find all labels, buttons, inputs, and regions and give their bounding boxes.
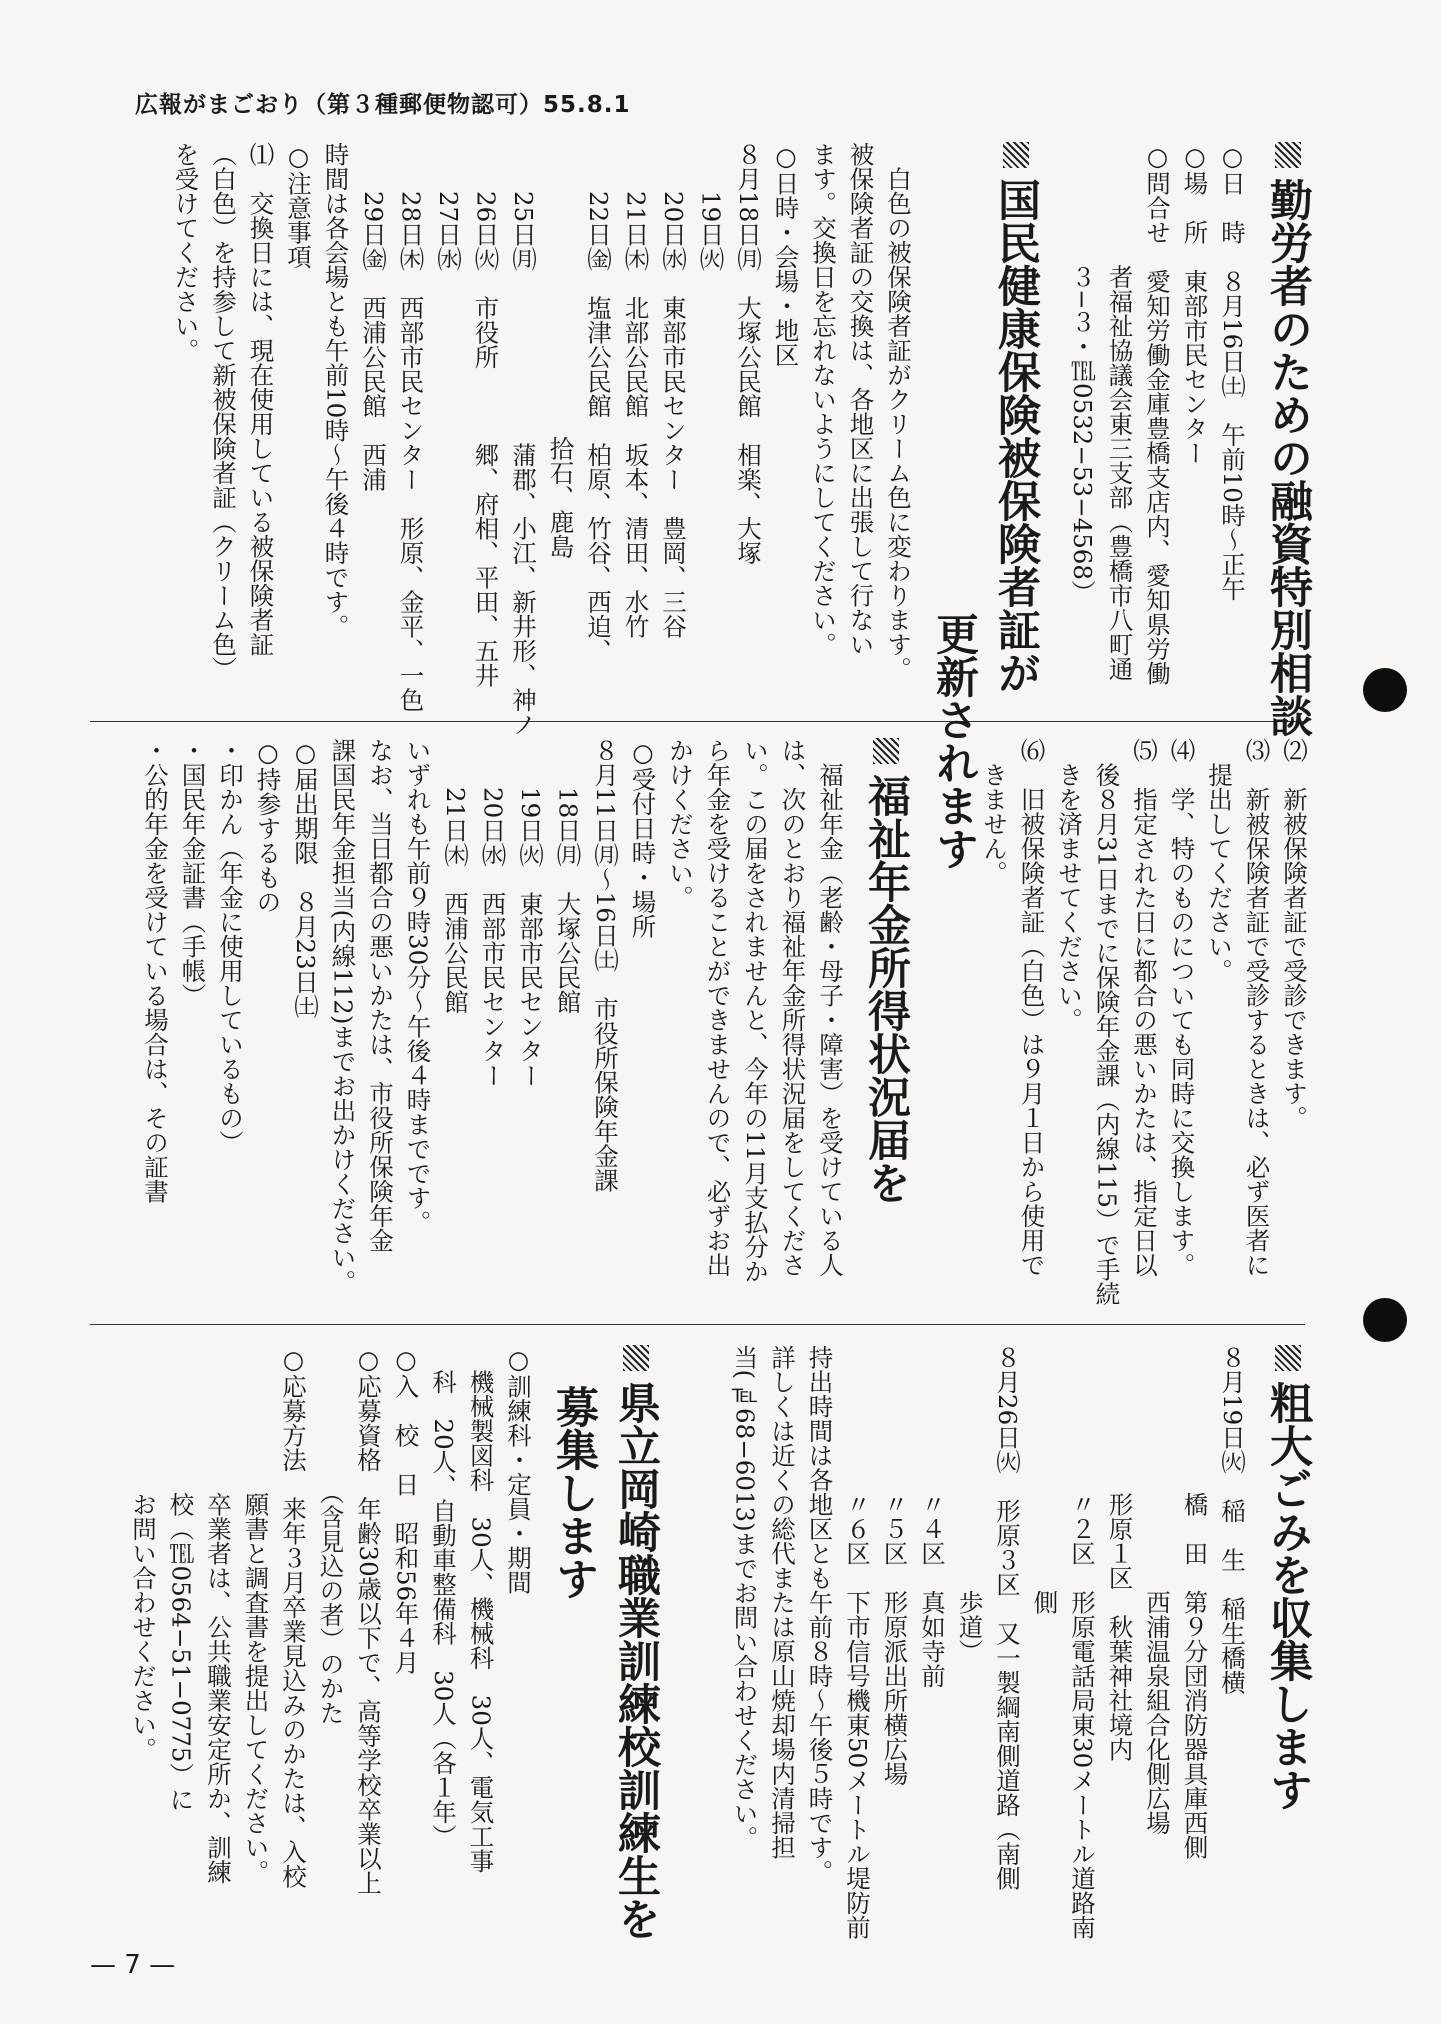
section-title: 福祉年金所得状況届を [861,738,911,1310]
text-line: 20日㈬ 東部市民センター 豊岡、三谷 [659,142,688,639]
text-line: ⑶ 新被保険者証で受診するときは、必ず医者に [1242,738,1272,1277]
text-line: ○受付日時・場所 [628,738,658,939]
section-title: 県立岡崎職業訓練校訓練生を [611,1345,661,1935]
text-line: 時間は各会場とも午前10時〜午後４時です。 [321,142,351,639]
text-line: 橋 田 第９分団消防器具庫西側 [1180,1345,1210,1860]
text-line: ○注意事項 [284,142,313,269]
text-line: なお、当日都合の悪いかたは、市役所保険年金 [366,738,395,1253]
text-line: 〃４区 真如寺前 [918,1345,947,1688]
text-line: ○応募資格 年齢30歳以下で、高等学校卒業以上 [354,1345,383,1896]
text-line: 白色の被保険者証がクリーム色に変わります。 [884,142,913,681]
text-line: 形原１区 秋葉神社境内 [1105,1345,1135,1762]
text-line: かけください。 [666,738,695,910]
text-line: い。この届をされませんと、今年の11月支払分か [741,738,770,1284]
section-kinrou [1043,142,1313,737]
text-line: 校（℡0564−51−0775）に [166,1345,196,1812]
text-line: 西浦温泉組合化側広場 [1143,1345,1172,1835]
text-line: ら年金を受けることができませんので、必ずお出 [703,738,733,1277]
text-line: ます。交換日を忘れないようにしてください。 [809,142,838,657]
text-line: ○訓練科・定員・期間 [504,1345,533,1595]
text-line: 側 [1030,1345,1060,1615]
text-line: ８月26日㈫ 形原３区 又一製綱南側道路（南側 [993,1345,1022,1891]
text-line: ⑴ 交換日には、現在使用している被保険者証 [246,142,276,657]
section-title: 勤労者のための融資特別相談 [1263,142,1313,707]
binder-hole-top [1363,668,1407,712]
text-line: 持出時間は各地区とも午前８時〜午後５時です。 [805,1345,835,1884]
text-line: ⑵ 新被保険者証で受診できます。 [1280,738,1309,1130]
text-line: は、次のとおり福祉年金所得状況届をしてくださ [778,738,808,1277]
text-line: ○応募方法 来年３月卒業見込みのかたは、入校 [279,1345,308,1889]
text-line: きません。 [980,738,1009,885]
text-line: 27日㈬ [434,142,463,272]
text-line: ８月19日㈫ 稲 生 稲生橋横 [1218,1345,1247,1695]
text-line: ・公的年金を受けている場合は、その証書 [141,738,170,1204]
text-line: 後８月31日までに保険年金課（内線115）で手続 [1092,738,1122,1306]
section-title-cont: 更新されます [929,612,979,870]
text-line: ⑹ 旧被保険者証（白色）は９月１日から使用で [1017,738,1047,1277]
text-line: 者福祉協議会東三支部（豊橋市八町通 [1105,142,1135,681]
text-line: 詳しくは近くの総代または原山焼却場内清掃担 [768,1345,797,1860]
text-line: 機械製図科 30人、機械科 30人、電気工事 [466,1345,496,1873]
text-line: 〃６区 下市信号機東50メートル堤防前 [843,1345,872,1940]
text-line: いずれも午前９時30分〜午後４時までです。 [403,738,433,1235]
text-line: ３−３・℡0532−53−4568） [1068,142,1097,605]
text-line: 20日㈬ 西部市民センター [478,738,508,1088]
text-line: 25日㈪ 蒲郡、小江、新井形、神ノ [509,142,538,737]
section-nenkin [101,738,911,1310]
text-line: 課国民年金担当(内線112)までお出かけください。 [328,738,358,1294]
text-line: 26日㈫ 市役所 郷、府相、平田、五井 [471,142,501,688]
text-line: 28日㈭ 西部市民センター 形原、金平、一色 [396,142,426,713]
text-line: （白色）を持参して新被保険者証（クリーム色） [209,142,238,681]
text-line: 21日㈭ 北部公民館 坂本、清田、水竹 [621,142,651,639]
text-line: ○問合せ 愛知労働金庫豊橋支店内、愛知県労働 [1143,142,1172,686]
text-line: 19日㈫ 東部市民センター [516,738,545,1088]
text-line: ・印かん（年金に使用しているもの） [216,738,245,1155]
text-line: 被保険者証の交換は、各地区に出張して行ない [846,142,876,657]
text-line: きを済ませてください。 [1055,738,1084,1032]
text-line: ８月18日㈪ 大塚公民館 相楽、大塚 [734,142,763,566]
text-line: 提出してください。 [1205,738,1234,983]
binder-hole-bottom [1363,1298,1407,1342]
text-line: 18日㈪ 大塚公民館 [553,738,583,1015]
text-line: ○日時・会場・地区 [771,142,801,367]
text-line: を受けてください。 [171,142,201,363]
text-line: 当(℡68−6013)までお問い合わせください。 [730,1345,760,1851]
text-line: ○場 所 東部市民センター [1180,142,1210,465]
text-line: ○日 時 ８月16日㈯ 午前10時〜正午 [1218,142,1247,601]
divider-top [90,721,1305,722]
text-line: ○持参するもの [253,738,283,914]
text-line: 22日㈮ 塩津公民館 柏原、竹谷、西迫、 [584,142,613,664]
section-sodai [663,1345,1313,1940]
page-number: — 7 — [90,1950,176,1980]
text-line: 〃５区 形原派出所横広場 [880,1345,910,1786]
text-line: ○届出期限 ８月23日㈯ [291,738,320,1019]
section-title-cont: 募集します [549,1385,599,1600]
section-kokuho-notes [913,738,1313,1310]
text-line: ⑷ 学、特のものについても同時に交換します。 [1167,738,1197,1277]
text-line: 19日㈫ [696,142,726,272]
text-line: ・国民年金証書（手帳） [178,738,208,1008]
newsletter-header: 広報がまごおり（第３種郵便物認可）55.8.1 [135,92,631,118]
divider-bottom [90,1324,1305,1325]
text-line: 拾石、鹿島 [546,142,576,559]
text-line: 29日㈮ 西浦公民館 西浦 [359,142,388,492]
text-line: 願書と調査書を提出してください。 [241,1345,271,1884]
section-kunren [101,1345,661,1940]
text-line: 科 20人、自動車整備科 30人（各１年） [429,1345,458,1849]
text-line: 福祉年金（老齢・母子・障害）を受けている人 [816,738,845,1277]
section-title: 粗大ごみを収集します [1263,1345,1313,1935]
text-line: ○入 校 日 昭和56年４月 [391,1345,421,1675]
text-line: ８月11日㈪〜16日㈯ 市役所保険年金課 [591,738,620,1193]
text-line: （含見込の者）のかた [316,1345,346,1725]
text-line: 卒業者は、公共職業安定所か、訓練 [204,1345,233,1884]
text-line: ⑸ 指定された日に都合の悪いかたは、指定日以 [1130,738,1159,1277]
text-line: お問い合わせください。 [129,1345,158,1762]
text-line: 歩道） [955,1345,985,1664]
text-line: 21日㈭ 西浦公民館 [441,738,470,1015]
section-title: 国民健康保険被保険者証が [991,142,1041,707]
text-line: 〃２区 形原電話局東30メートル道路南 [1068,1345,1097,1940]
